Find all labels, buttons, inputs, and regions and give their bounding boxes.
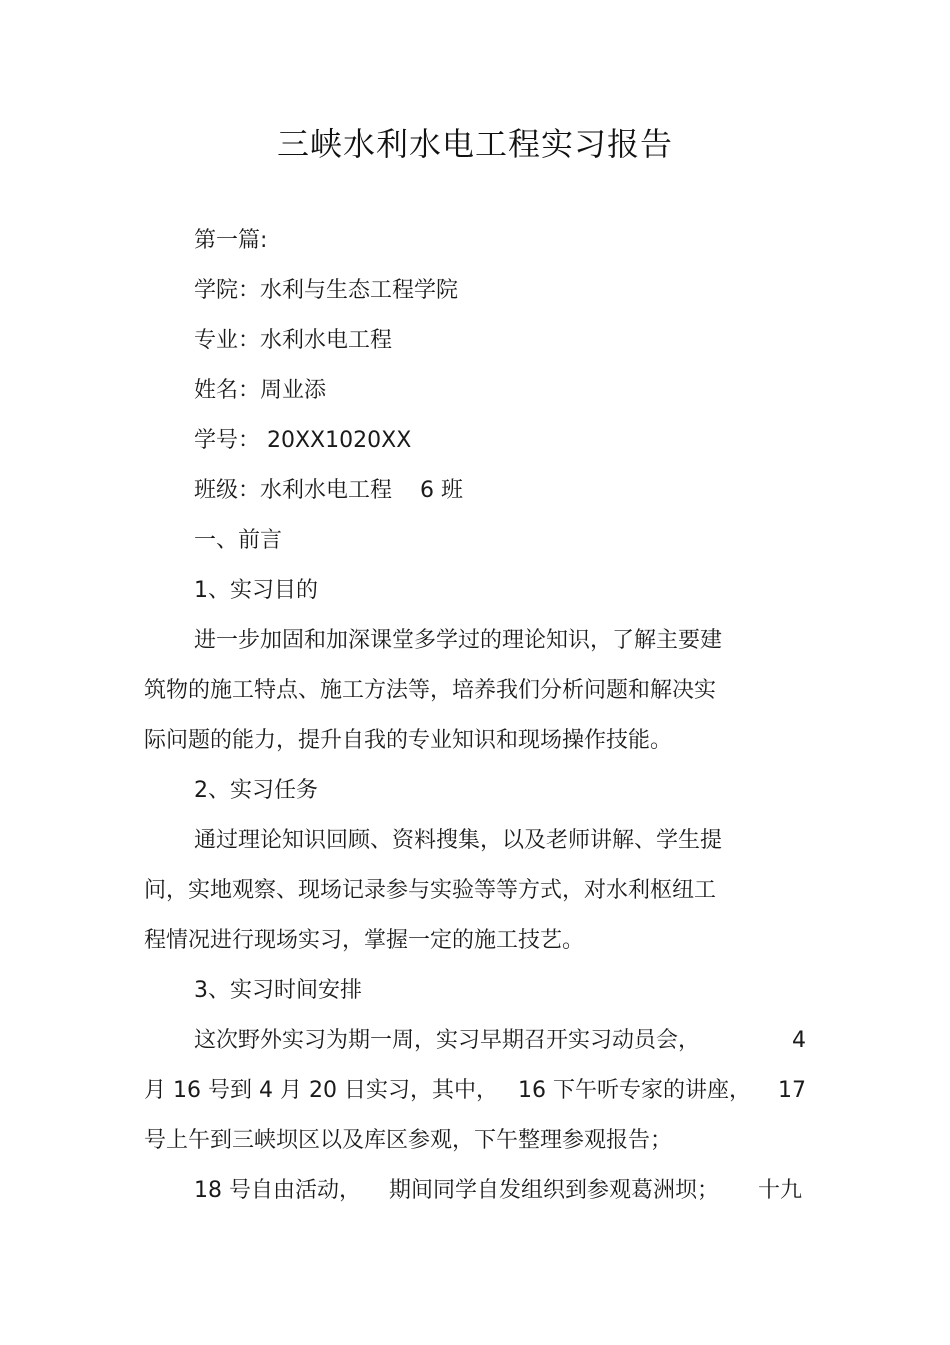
paragraph-line bbox=[144, 1075, 751, 1107]
paragraph-line: 通过理论知识回顾、资料搜集，以及老师讲解、学生提 bbox=[194, 828, 723, 853]
paragraph-fragment: 期间同学自发组织到参观葛洲坝； bbox=[389, 1178, 720, 1203]
college-line: 学院：水利与生态工程学院 bbox=[194, 278, 459, 303]
paragraph-line: 程情况进行现场实习，掌握一定的施工技艺。 bbox=[144, 928, 585, 953]
part-heading: 第一篇: bbox=[194, 228, 268, 253]
subheading-schedule: 3、实习时间安排 bbox=[194, 978, 362, 1003]
paragraph-fragment: 17 bbox=[778, 1078, 806, 1103]
class-line bbox=[194, 475, 463, 507]
paragraph-fragment: 十九 bbox=[757, 1178, 802, 1203]
paragraph-line: 号上午到三峡坝区以及库区参观，下午整理参观报告； bbox=[144, 1128, 673, 1153]
paragraph-fragment: 月 16 号到 4 月 20 日实习，其中， bbox=[144, 1078, 498, 1103]
class-number: 6 班 bbox=[420, 478, 464, 503]
paragraph-line: 筑物的施工特点、施工方法等，培养我们分析问题和解决实 bbox=[144, 678, 717, 703]
paragraph-line bbox=[194, 1175, 719, 1207]
major-line: 专业：水利水电工程 bbox=[194, 328, 393, 353]
class-label: 班级：水利水电工程 bbox=[194, 478, 393, 503]
section-heading-preface: 一、前言 bbox=[194, 528, 283, 553]
student-id-line: 学号： 20XX1020XX bbox=[194, 428, 412, 453]
paragraph-fragment: 16 下午听专家的讲座， bbox=[517, 1078, 751, 1103]
subheading-purpose: 1、实习目的 bbox=[194, 578, 318, 603]
paragraph-line: 际问题的能力，提升自我的专业知识和现场操作技能。 bbox=[144, 728, 673, 753]
subheading-tasks: 2、实习任务 bbox=[194, 778, 318, 803]
paragraph-fragment: 4 bbox=[792, 1028, 806, 1053]
document-title: 三峡水利水电工程实习报告 bbox=[276, 125, 673, 163]
paragraph-line: 问，实地观察、现场记录参与实验等等方式，对水利枢纽工 bbox=[144, 878, 717, 903]
name-line: 姓名：周业添 bbox=[194, 378, 327, 403]
paragraph-line: 进一步加固和加深课堂多学过的理论知识，了解主要建 bbox=[194, 628, 723, 653]
paragraph-fragment: 18 号自由活动， bbox=[194, 1178, 361, 1203]
paragraph-line: 这次野外实习为期一周，实习早期召开实习动员会， bbox=[194, 1028, 701, 1053]
